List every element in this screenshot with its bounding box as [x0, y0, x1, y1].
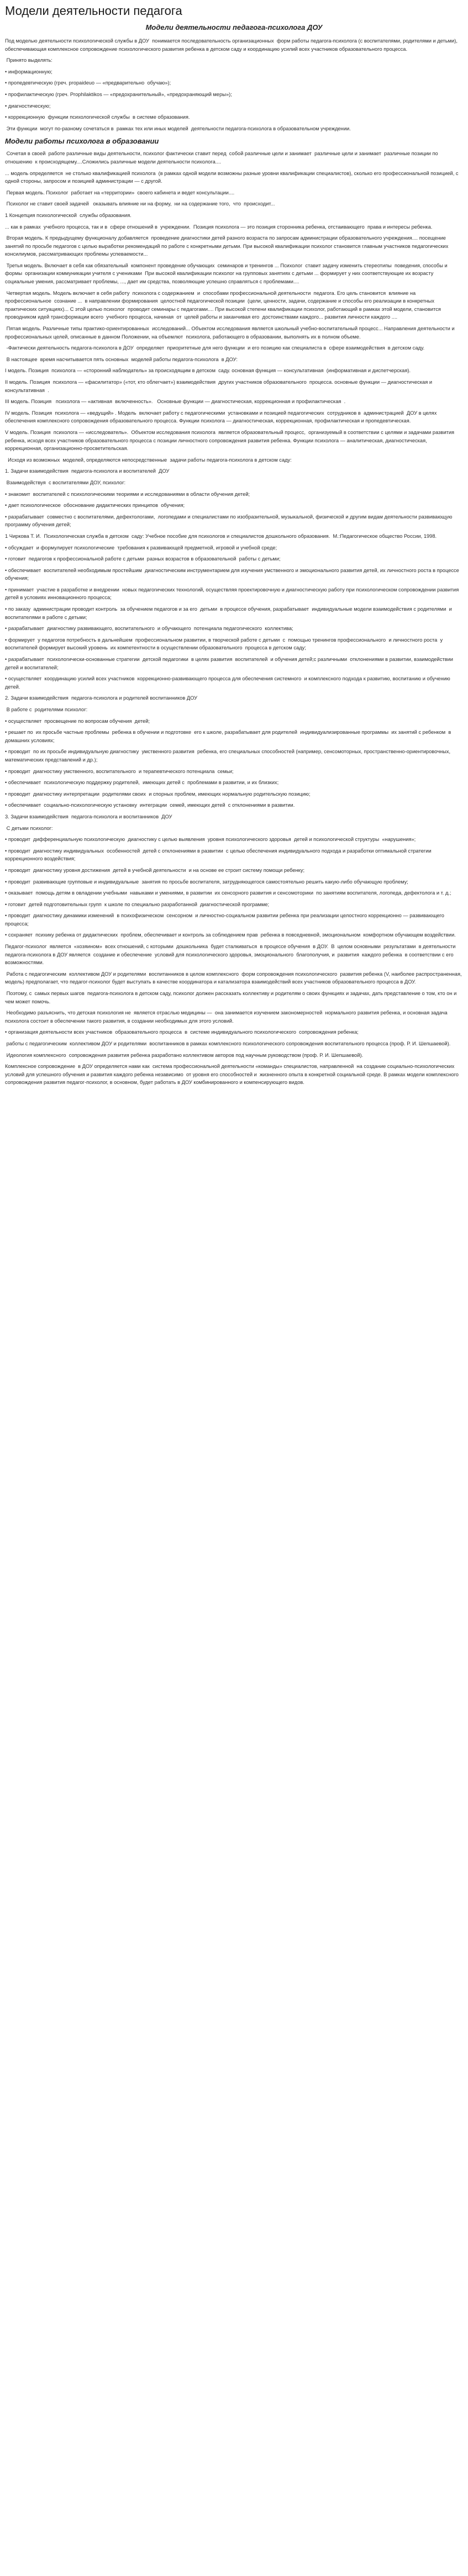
paragraph: • проводит диагностику динамики изменений в психофизическом сенсорном и личностно-социальном развитии ребенка при реализации целостного коррекционно — развивающего процесса;: [5, 913, 446, 927]
paragraph: 1 Чиркова Т. И. Психологическая служба в детском саду: Учебное пособие для психологов и специалистов дошкольного образования. М.:Педагогическое общество России, 1998.: [5, 533, 437, 539]
paragraph: Третья модель. Включает в себя как обязательный компонент проведение обучающих семинаров и тренингов ... Психолог ставит задачу изменить стереотипы поведения, способы и формы организации коммуникации учителя с учениками При высокой квалификации психолог на групповых занятиях с детьми ... формирует у них соответствующие их возрасту социальные умения, рассматривает проблемы, ..., дает им средства, позволяющие успешно справляться с проблемами....: [5, 262, 449, 285]
paragraph: Взаимодействуя с воспитателями ДОУ, психолог:: [5, 479, 126, 485]
paragraph: • проводит развивающие групповые и индивидуальные занятия по просьбе воспитателя, затрудняющегося самостоятельно решить какую-либо обучающую проблему;: [5, 879, 408, 885]
paragraph: ... модель определяется не столько квалификацией психолога (в рамках одной модели возможны разные уровни квалификации специалистов), сколько его профессиональной позицией, с одной стороны, запросом и позицией администрации — с другой.: [5, 170, 460, 184]
paragraph: 1 Концепция психологической службы образования.: [5, 212, 132, 218]
paragraph: • проводит диагностику индивидуальных особенностей детей с отклонениями в развитии с целью обеспечения индивидуального подхода и разработки оптимальной стратегии коррекционного воздействия;: [5, 848, 433, 862]
paragraph: Работа с педагогическим коллективом ДОУ и родителями воспитанников в целом комплексного форм сопровождения психологического развития ребенка (V, наиболее распространенная, модель) предполагает, что педагог-психолог будет выступать в качестве координатора и катализатора взаимодействий всех участников образовательного процесса в ДОУ.: [5, 971, 464, 985]
paragraph: В настоящее время насчитывается пять основных моделей работы педагога-психолога в ДОУ:: [5, 356, 238, 362]
paragraph: • разрабатывает психологически-основанные стратегии детской педагогики в целях развития воспитателей и обучения детей;с различными отклонениями в развитии, взаимодействии детей и воспитателей;: [5, 657, 455, 670]
paragraph: • осуществляет координацию усилий всех участников коррекционно-развивающего процесса для обеспечения системного и комплексного подхода к развитию, воспитанию и обучению детей.: [5, 676, 452, 690]
paragraph: • пропедевтическую (греч. propaideuo — «предварительно обучаю»);: [5, 80, 171, 86]
paragraph: Четвертая модель. Модель включает в себя работу психолога с содержанием и способами профессиональной деятельности педагога. Его цель становится влияние на профессиональное сознание ... в направлении формирования целостной педагогической позиции (цели, ценности, задачи, содержание и способы его реализации в конкретных практических ситуациях)... С этой целью психолог проводит семинары с педагогами.... При высокой степени квалификации психолог, работающий в рамках этой модели, становится проводником идей трансформации всего учебного процесса, начиная от целей работы и заканчивая его достоинствами каждого... развития личности каждого ....: [5, 290, 443, 320]
paragraph: • проводит диагностику интерпретации родителями своих и спорных проблем, имеющих нормальную родительскую позицию;: [5, 791, 311, 797]
paragraph: работы с педагогическим коллективом ДОУ и родителями воспитанников в рамках комплексного психологического сопровождения воспитательного процесса (проф. Р. И. Шепшаевой).: [5, 1041, 451, 1046]
paragraph: • профилактическую (греч. Prophilaktikos — «предохранительный», «предохраняющий меры»);: [5, 91, 232, 97]
paragraph: Первая модель. Психолог работает на «территории» своего кабинета и ведет консультации....: [5, 189, 235, 195]
paragraph: Комплексное сопровождение в ДОУ определяется нами как система профессиональной деятельности «команды» специалистов, направленной на создание социально-психологических условий для успешного обучения и развития каждого ребенка независимо от уровня его способностей и жизненного опыта в конкретной социальной среде. В рамках модели комплексного сопровождения развития педагог-психолог, в основном, будет работать в ДОУ комбинированного и компенсирующего видов.: [5, 1064, 460, 1086]
paragraph: Педагог-психолог является «хозяином» всех отношений, с которыми дошкольника будет сталкиваться в процессе обучения в ДОУ. В целом основными результатами в деятельности педагога-психолога в ДОУ является создание и обеспечение условий для психологического здоровья, эмоционального благополучия, и развития каждого ребенка в соответствии с его возможностями.: [5, 944, 459, 966]
paragraph: • разрабатывает совместно с воспитателями, дефектологами, логопедами и специалистами по изобразительной, музыкальной, физической и другим видам деятельности развивающую программу обучения детей;: [5, 514, 454, 528]
paragraph: Под моделью деятельности психологической службы в ДОУ понимается последовательность организационных форм работы педагога-психолога (с воспитателями, родителями и детьми), обеспечивающая комплексное сопровождение психологического развития ребенка в детском саду и координацию усилий всех участников образовательного процесса.: [5, 38, 459, 52]
paragraph: IV модель. Позиция психолога — «ведущий» . Модель включает работу с педагогическими установками и позицией педагогических сотрудников в администрацией ДОУ в целях обеспечения комплексного сопровождения образовательного процесса. Функции психолога — диагностическая, коррекционная, профилактическая и пропедевтическая.: [5, 410, 438, 424]
paragraph: • проводит диагностику умственного, воспитательного и терапевтического потенциала семьи;: [5, 768, 234, 774]
paragraph: Поэтому, с самых первых шагов педагога-психолога в детском саду, психолог должен рассказать коллективу и родителям о своих функциях и задачах, дать представление о том, кто он и чем может помочь.: [5, 991, 458, 1004]
paragraph: • формирует у педагогов потребность в дальнейшем профессиональном развитии, в творческой работе с детьми с помощью тренингов профессионального и личностного роста у воспитателей формирует высокий уровень их компетентности в осуществлении образовательного процесса в детском саду;: [5, 637, 444, 651]
paragraph: • по заказу администрации проводит контроль за обучением педагогов и за его детьми в процессе обучения, разрабатывает индивидуальные модели взаимодействия с родителями и воспитателями в работе с детьми;: [5, 606, 454, 620]
paragraph: • диагностическую;: [5, 103, 51, 109]
paragraph: • проводит по их просьбе индивидуальную диагностику умственного развития ребенка, его специальных способностей (например, сенсомоторных, пространственно-ориентировочных, математических представлений и др.);: [5, 749, 452, 763]
paragraph: • коррекционную функции психологической службы в системе образования.: [5, 114, 190, 120]
paragraph: • организация деятельности всех участников образовательного процесса в системе индивидуального психологического сопровождения ребенка;: [5, 1029, 359, 1035]
paragraph: • проводит диагностику уровня достижения детей в учебной деятельности и на основе ее строит систему помощи ребенку;: [5, 867, 305, 873]
section-heading: Модели работы психолога в образовании: [5, 137, 159, 146]
paragraph: Идеология комплексного сопровождения развития ребенка разработано коллективом авторов под научным руководством (проф. Р. И. Шепшаевой).: [5, 1052, 364, 1058]
paragraph: ... как в рамках учебного процесса, так и в сфере отношений в учреждении. Позиция психолога — это позиция сторонника ребенка, отстаивающего права и интересы ребенка.: [5, 224, 433, 230]
paragraph: • разрабатывает диагностику развивающего, воспитательного и обучающего потенциала педагогического коллектива;: [5, 626, 293, 632]
paragraph: • решает по их просьбе частные проблемы ребенка в обучении и подготовке его к школе, разрабатывает для родителей индивидуализированные программы их занятий с ребенком в домашних условиях;: [5, 729, 453, 743]
paragraph: I модель. Позиция психолога — «сторонний наблюдатель» за происходящим в детском саду. основная функция — консультативная (информативная и диспетчерская).: [5, 368, 411, 374]
page-title: Модели деятельности педагога: [5, 4, 182, 18]
paragraph: Необходимо разъяснить, что детская психология не является отраслью медицины — она занимается изучением закономерностей нормального развития ребенка, и основная задача психолога состоит в обеспечении такого развития, в создании необходимых для этого условий.: [5, 1010, 449, 1024]
paragraph: • дает психологическое обоснование дидактических принципов обучения;: [5, 502, 185, 509]
paragraph: Исходя из возможных моделей, определяются непосредственные задачи работы педагога-психолога в детском саду:: [5, 457, 292, 463]
paragraph: -Фактически деятельность педагога-психолога в ДОУ определяет приоритетные для него функции и его позицию как специалиста в сфере взаимодействия в детском саду.: [5, 345, 425, 351]
document-body: [5, 37, 463, 1087]
paragraph: • обеспечивает социально-психологическую установку интеграции семей, имеющих детей с отклонениями в развитии.: [5, 802, 295, 808]
paragraph: Принято выделять:: [5, 57, 52, 64]
paragraph: С детьми психолог:: [5, 825, 53, 831]
paragraph: • оказывает помощь детям в овладении учебными навыками и умениями, в развитии их сенсорного развития и сенсомоторики по занятиям воспитателя, логопеда, дефектолога и т. д.;: [5, 890, 451, 896]
paragraph: • информационную;: [5, 68, 52, 75]
paragraph: • готовит детей подготовительных групп к школе по специально разработанной диагностической программе;: [5, 901, 270, 907]
paragraph: Эти функции могут по-разному сочетаться в рамках тех или иных моделей деятельности педагога-психолога в образовательном учреждении.: [5, 125, 351, 131]
paragraph: Пятая модель. Различные типы практико-ориентированных исследований... Объектом исследования является школьный учебно-воспитательный процесс... Направления деятельности и профессиональных целей, описанные в данном Положении, на объемлют психолога, работающего в образовании, выполнять их в полном объеме.: [5, 326, 456, 340]
paragraph: II модель. Позиция психолога — «фасилитатор» («тот, кто облегчает») взаимодействия других участников образовательного процесса. основные функции — диагностическая и консультативная .: [5, 379, 435, 393]
paragraph: 1. Задачи взаимодействия педагога-психолога и воспитателей ДОУ: [5, 468, 170, 474]
paragraph: • обеспечивает психологическую поддержку родителей, имеющих детей с проблемами в развитии, и их близких;: [5, 780, 279, 786]
paragraph: Психолог не ставит своей задачей оказывать влияние ни на форму, ни на содержание того, что происходит...: [5, 201, 275, 207]
paragraph: В работе с родителями психолог:: [5, 707, 88, 712]
paragraph: • осуществляет просвещение по вопросам обучения детей;: [5, 718, 150, 724]
paragraph: • обеспечивает воспитателей необходимым простейшим диагностическим инструментарием для изучения умственного и эмоционального развития детей, их личностного роста в процессе обучения;: [5, 567, 461, 581]
paragraph: 2. Задачи взаимодействия педагога-психолога и родителей воспитанников ДОУ: [5, 695, 198, 701]
document-heading: Модели деятельности педагога-психолога ДОУ: [145, 23, 323, 31]
paragraph: V модель. Позиция психолога — «исследователь». Объектом исследования психолога является образовательный процесс, организуемый в соответствии с целями и задачами развития ребенка, исходя всех участников образовательного процесса с позиции личностного сопровождения развития ребенка. Функции психолога — аналитическая, диагностическая, коррекционная, организационно-просветительская.: [5, 429, 456, 452]
paragraph: • знакомит воспитателей с психологическими теориями и исследованиями в области обучения детей;: [5, 491, 250, 497]
paragraph: 3. Задачи взаимодействия педагога-психолога и воспитанников ДОУ: [5, 813, 172, 819]
paragraph: Сочетая в своей работе различные виды деятельности, психолог фактически ставит перед собой различные цели и занимает различные цели и занимает различные позиции по отношению к происходящему....Сложились различные модели деятельности психолога....: [5, 151, 440, 165]
paragraph: • принимает участие в разработке и внедрении новых педагогических технологий, осуществляя проектировочную и диагностическую работу при психологическом сопровождении развития детей в условиях инновационного процесса;: [5, 586, 460, 601]
paragraph: • проводит дифференциальную психологическую диагностику с целью выявления уровня психологического здоровья детей и психологической структуры «нарушения»;: [5, 837, 416, 843]
paragraph: III модель. Позиция психолога — «активная включенность». Основные функции — диагностическая, коррекционная и профилактическая .: [5, 399, 346, 405]
paragraph: • готовит педагогов к профессиональной работе с детьми разных возрастов в образовательной работы с детьми;: [5, 556, 281, 562]
paragraph: • обсуждает и формулирует психологические требования к развивающей предметной, игровой и учебной среде;: [5, 544, 277, 551]
paragraph: Вторая модель. К предыдущему функционалу добавляется проведение диагностики детей разного возраста по запросам администрации образовательного учреждения.... посещение занятий по просьбе педагогов с целью выработки рекомендаций по работе с конкретными детьми. При высокой квалификации психолог становится главным участников педагогических консилиумов, рассматривающих проблемы успеваемости...: [5, 235, 450, 257]
paragraph: • сохраняет психику ребенка от дидактических проблем, обеспечивает и контроль за соблюдением прав ребенка в повседневной, эмоциональном комфортном обучающем воздействии.: [5, 932, 456, 938]
document-page: [0, 0, 468, 1087]
